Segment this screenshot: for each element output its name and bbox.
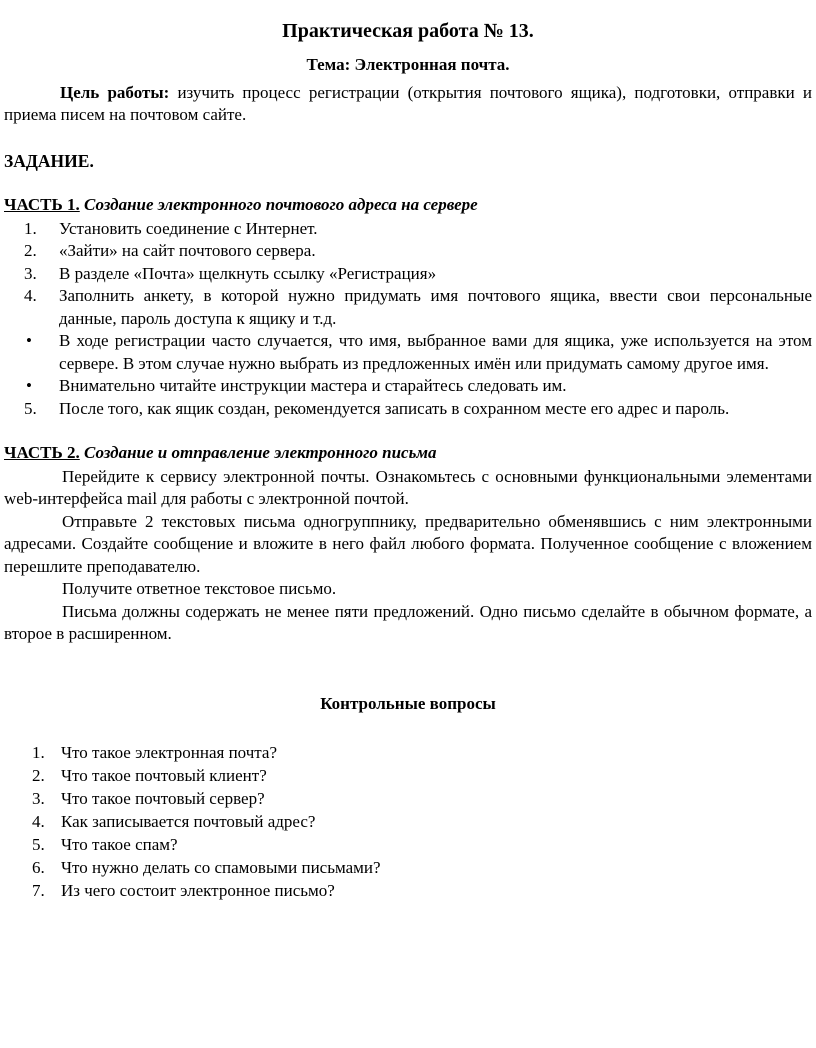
question-item <box>4 764 812 787</box>
goal-label: Цель работы: <box>60 82 170 102</box>
list-text: В ходе регистрации часто случается, что имя, выбранное вами для ящика, уже используется на этом сервере. В этом случае нужно выбрать из предложенных имён или придумать самому другое имя. <box>59 331 812 373</box>
list-marker: 7. <box>32 881 45 900</box>
part2-heading <box>4 442 812 465</box>
list-text: Установить соединение с Интернет. <box>59 218 318 238</box>
list-item <box>4 330 812 375</box>
question-item <box>4 879 812 902</box>
part2-label: ЧАСТЬ 2. <box>4 443 80 462</box>
goal-paragraph <box>4 82 812 127</box>
bullet-icon: • <box>26 376 32 395</box>
list-marker: 3. <box>24 263 37 283</box>
task-heading: ЗАДАНИЕ. <box>4 150 94 171</box>
question-text: Что такое электронная почта? <box>61 743 278 762</box>
question-item <box>4 810 812 833</box>
list-marker: 5. <box>32 835 45 854</box>
list-text: В разделе «Почта» щелкнуть ссылку «Регистрация» <box>59 263 437 283</box>
question-item <box>4 741 812 764</box>
part1-title: Создание электронного почтового адреса на сервере <box>84 195 478 214</box>
paragraph: Получите ответное текстовое письмо. <box>62 579 337 598</box>
document-title: Практическая работа № 13. <box>282 20 534 42</box>
list-text: Внимательно читайте инструкции мастера и старайтесь следовать им. <box>59 376 567 395</box>
question-item <box>4 833 812 856</box>
part1-heading <box>4 194 812 217</box>
list-text: Заполнить анкету, в которой нужно придумать имя почтового ящика, ввести свои персональные данные, пароль доступа к ящику и т.д. <box>59 286 812 328</box>
list-text: «Зайти» на сайт почтового сервера. <box>59 241 316 260</box>
list-item <box>4 285 812 330</box>
list-marker: 6. <box>32 858 45 877</box>
list-marker: 1. <box>32 743 45 762</box>
question-text: Что такое спам? <box>61 835 178 854</box>
question-text: Что такое почтовый сервер? <box>61 789 265 808</box>
goal-text: изучить процесс регистрации (открытия почтового ящика), подготовки, отправки и приема писем на почтовом сайте. <box>4 82 812 124</box>
paragraph: Отправьте 2 текстовых письма одногруппнику, предварительно обменявшись с ним электронными адресами. Создайте сообщение и вложите в него файл любого формата. Полученное сообщение с вложением перешлите преподавателю. <box>4 511 812 576</box>
bullet-icon: • <box>26 331 32 350</box>
part2-title: Создание и отправление электронного письма <box>84 443 437 462</box>
list-item <box>4 398 812 421</box>
questions-heading: Контрольные вопросы <box>320 693 496 713</box>
part2-body <box>4 466 812 646</box>
list-marker: 5. <box>24 398 37 418</box>
list-marker: 1. <box>24 218 37 238</box>
list-marker: 4. <box>24 286 37 305</box>
question-text: Что нужно делать со спамовыми письмами? <box>61 858 381 877</box>
list-item <box>4 375 812 398</box>
list-marker: 2. <box>32 766 45 785</box>
question-item <box>4 787 812 810</box>
question-text: Как записывается почтовый адрес? <box>61 812 316 831</box>
question-item <box>4 856 812 879</box>
list-text: После того, как ящик создан, рекомендуется записать в сохранном месте его адрес и пароль. <box>59 398 730 418</box>
list-item <box>4 218 812 241</box>
question-text: Что такое почтовый клиент? <box>61 766 267 785</box>
list-marker: 2. <box>24 241 37 260</box>
list-marker: 3. <box>32 789 45 808</box>
paragraph: Перейдите к сервису электронной почты. Ознакомьтесь с основными функциональными элементами web-интерфейса mail для работы с электронной почтой. <box>4 466 812 508</box>
list-marker: 4. <box>32 812 45 831</box>
document-theme: Тема: Электронная почта. <box>306 55 510 74</box>
paragraph: Письма должны содержать не менее пяти предложений. Одно письмо сделайте в обычном формате, а второе в расширенном. <box>4 601 812 643</box>
list-item <box>4 263 812 286</box>
questions-list <box>4 741 812 902</box>
list-item <box>4 240 812 263</box>
question-text: Из чего состоит электронное письмо? <box>61 881 335 900</box>
part1-label: ЧАСТЬ 1. <box>4 195 80 214</box>
part1-list <box>4 218 812 421</box>
